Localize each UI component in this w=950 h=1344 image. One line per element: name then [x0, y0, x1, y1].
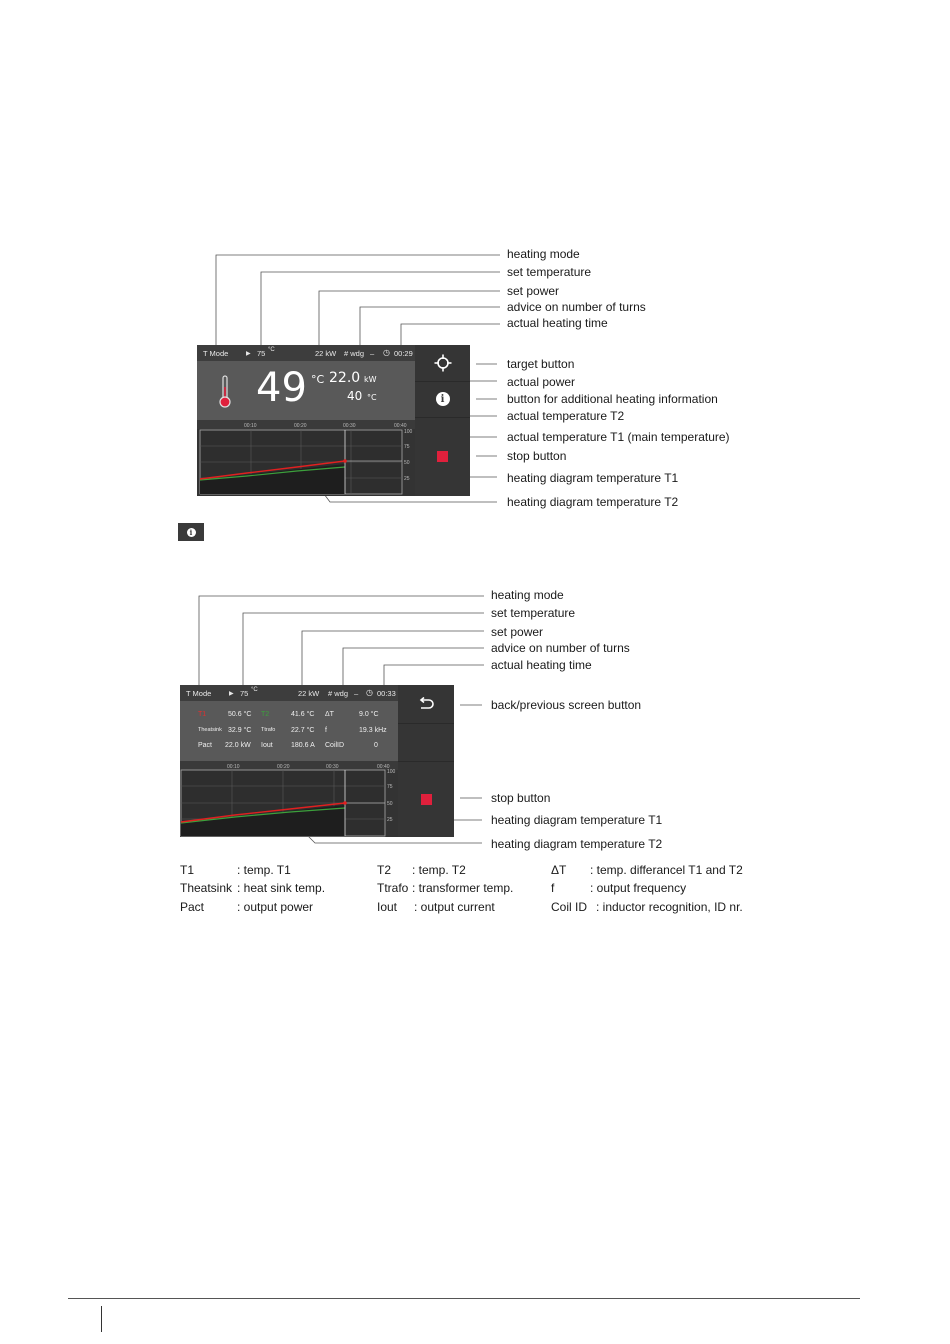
legend-term: Pact: [180, 900, 205, 914]
info-label: f: [325, 727, 327, 734]
legend-desc: : heat sink temp.: [237, 881, 326, 895]
heating-diagram: [197, 420, 415, 496]
info-label: ΔT: [325, 711, 334, 718]
legend-term: Theatsink: [180, 881, 233, 895]
y-tick: 100: [387, 769, 396, 775]
info-label: Theatsink: [198, 727, 222, 733]
legend-term: Iout: [377, 900, 398, 914]
wdg-value: –: [354, 689, 359, 698]
heating-screen-main: [197, 345, 470, 496]
time-tick: 00:30: [343, 423, 356, 429]
label-heating-time: actual heating time: [507, 316, 608, 330]
time-tick: 00:20: [277, 764, 290, 770]
clock-icon: ◷: [366, 688, 373, 697]
label-diagram-t2: heating diagram temperature T2: [507, 495, 679, 509]
info-label: T2: [261, 711, 270, 718]
legend-desc: : inductor recognition, ID nr.: [596, 900, 743, 914]
heating-mode-text: T Mode: [203, 349, 229, 358]
info-table: [180, 701, 398, 761]
label-back-button: back/previous screen button: [491, 698, 642, 712]
back-arrow-icon: [418, 697, 434, 711]
info-icon: i: [187, 528, 196, 537]
actual-power-unit: kW: [364, 375, 377, 384]
legend-desc: : output power: [237, 900, 314, 914]
actual-temperature-t1: 49: [256, 365, 307, 411]
legend-term: Coil ID: [551, 900, 588, 914]
info-label: Ttrafo: [261, 727, 276, 733]
y-tick: 25: [387, 817, 393, 823]
y-tick: 50: [387, 801, 393, 807]
info-value: 50.6 °C: [228, 711, 252, 718]
legend-term: f: [551, 881, 555, 895]
label-advice-turns: advice on number of turns: [491, 641, 630, 655]
label-diagram-t1: heating diagram temperature T1: [491, 813, 663, 827]
label-diagram-t1: heating diagram temperature T1: [507, 471, 679, 485]
info-button[interactable]: [415, 381, 470, 418]
info-value: 9.0 °C: [359, 711, 379, 718]
stop-button[interactable]: [415, 417, 470, 496]
label-heating-time: actual heating time: [491, 658, 592, 672]
set-power-value: 22 kW: [315, 349, 337, 358]
info-button-symbol: [178, 523, 204, 541]
heating-time-value: 00:33: [377, 689, 396, 698]
set-power-value: 22 kW: [298, 689, 320, 698]
y-tick: 50: [404, 460, 410, 466]
time-tick: 00:20: [294, 423, 307, 429]
actual-power-value: 22.0: [329, 370, 361, 386]
empty-button-slot: [398, 723, 454, 762]
status-bar: [180, 685, 398, 701]
stop-button[interactable]: [398, 761, 454, 837]
thermometer-icon: [218, 375, 232, 409]
info-label: T1: [198, 711, 207, 718]
label-target-button: target button: [507, 357, 575, 371]
label-actual-t1: actual temperature T1 (main temperature): [507, 430, 730, 444]
label-set-power: set power: [491, 625, 544, 639]
actual-temperature-t2: 40: [347, 389, 363, 403]
label-advice-turns: advice on number of turns: [507, 300, 646, 314]
info-label: CoilID: [325, 742, 345, 749]
legend-desc: : transformer temp.: [412, 881, 514, 895]
time-tick: 00:10: [227, 764, 240, 770]
legend-desc: : output frequency: [590, 881, 687, 895]
clock-icon: ◷: [383, 348, 390, 357]
status-bar: [197, 345, 415, 361]
back-button[interactable]: [398, 685, 454, 724]
play-icon: ▶: [229, 691, 234, 697]
info-label: Iout: [261, 742, 273, 749]
y-tick: 75: [387, 784, 393, 790]
main-readout: [197, 361, 415, 420]
stop-icon: [421, 794, 432, 805]
legend-desc: : temp. T1: [237, 863, 291, 877]
info-icon: i: [436, 392, 450, 406]
heating-info-screen: [180, 685, 454, 837]
actual-temperature-t1-unit: °C: [311, 373, 325, 386]
info-value: 22.0 kW: [225, 742, 251, 749]
legend-term: ΔT: [551, 863, 567, 877]
time-tick: 00:40: [377, 764, 390, 770]
label-diagram-t2: heating diagram temperature T2: [491, 837, 663, 851]
heating-diagram-plot: [180, 761, 398, 837]
info-value: 180.6 A: [291, 742, 315, 749]
label-info-button: button for additional heating information: [507, 392, 718, 406]
info-value: 32.9 °C: [228, 727, 252, 734]
footer-divider: [101, 1306, 102, 1332]
time-tick: 00:30: [326, 764, 339, 770]
time-tick: 00:10: [244, 423, 257, 429]
info-value: 22.7 °C: [291, 727, 315, 734]
button-column: [398, 685, 454, 837]
set-temperature-value: 75: [257, 349, 266, 358]
info-value: 41.6 °C: [291, 711, 315, 718]
actual-temperature-t2-unit: °C: [367, 393, 377, 402]
set-temperature-unit: °C: [268, 347, 275, 353]
label-stop-button: stop button: [491, 791, 551, 805]
heating-time-value: 00:29: [394, 349, 413, 358]
heating-diagram-plot: [197, 420, 415, 496]
crosshair-icon: [434, 354, 452, 372]
heating-mode-text: T Mode: [186, 689, 212, 698]
target-button[interactable]: [415, 345, 470, 382]
wdg-value: –: [370, 349, 375, 358]
legend-term: T1: [180, 863, 195, 877]
play-icon: ▶: [246, 351, 251, 357]
legend-desc: : temp. differancel T1 and T2: [590, 863, 743, 877]
footer-rule: [68, 1298, 860, 1299]
label-heating-mode: heating mode: [491, 588, 564, 602]
wdg-label: # wdg: [344, 349, 365, 358]
label-heating-mode: heating mode: [507, 247, 580, 261]
stop-icon: [437, 451, 448, 462]
label-set-temperature: set temperature: [491, 606, 576, 620]
label-actual-t2: actual temperature T2: [507, 409, 625, 423]
legend-desc: : output current: [414, 900, 495, 914]
legend-desc: : temp. T2: [412, 863, 466, 877]
label-set-temperature: set temperature: [507, 265, 592, 279]
info-value: 19.3 kHz: [359, 727, 387, 734]
label-set-power: set power: [507, 284, 560, 298]
time-tick: 00:40: [394, 423, 407, 429]
y-tick: 25: [404, 476, 410, 482]
wdg-label: # wdg: [328, 689, 349, 698]
legend-term: T2: [377, 863, 392, 877]
info-label: Pact: [198, 742, 213, 749]
label-actual-power: actual power: [507, 375, 576, 389]
button-column: [415, 345, 470, 496]
label-stop-button: stop button: [507, 449, 567, 463]
y-tick: 75: [404, 444, 410, 450]
y-tick: 100: [404, 429, 413, 435]
heating-diagram: [180, 761, 398, 837]
info-value: 0: [374, 742, 378, 749]
set-temperature-value: 75: [240, 689, 249, 698]
legend-term: Ttrafo: [377, 881, 409, 895]
set-temperature-unit: °C: [251, 687, 258, 693]
